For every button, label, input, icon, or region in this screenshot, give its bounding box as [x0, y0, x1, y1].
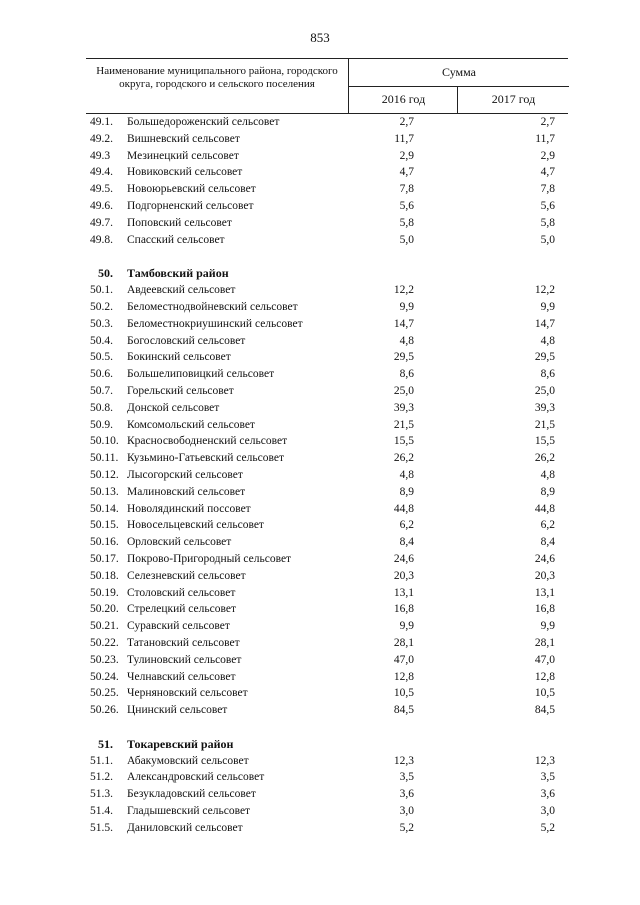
value-2017: 5,2: [540, 821, 555, 834]
settlement-name: Кузьмино-Гатьевский сельсовет: [127, 452, 284, 465]
table-row: [86, 316, 568, 333]
value-2016: 9,9: [399, 300, 414, 313]
settlement-name: Красносвободненский сельсовет: [127, 435, 288, 448]
value-2017: 29,5: [534, 351, 555, 364]
table-row: [86, 164, 568, 181]
value-2017: 3,5: [540, 771, 555, 784]
settlement-name: Абакумовский сельсовет: [127, 754, 249, 767]
value-2017: 8,6: [540, 368, 555, 381]
table-row: [86, 534, 568, 551]
row-number: 49.2.: [90, 132, 113, 145]
value-2017: 5,8: [540, 216, 555, 229]
row-number: 50.16.: [90, 536, 119, 549]
settlement-name: Новоюрьевский сельсовет: [127, 183, 256, 196]
value-2017: 14,7: [534, 317, 555, 330]
row-number: 51.5.: [90, 821, 113, 834]
row-number: 51.3.: [90, 788, 113, 801]
row-number: 50.20.: [90, 603, 119, 616]
table-row: [86, 232, 568, 249]
row-number: 51.1.: [90, 754, 113, 767]
table-row: [86, 417, 568, 434]
row-number: 50.26.: [90, 704, 119, 717]
settlement-name: Покрово-Пригородный сельсовет: [127, 552, 292, 565]
table-row: [86, 450, 568, 467]
table-row: [86, 685, 568, 702]
value-2016: 2,9: [399, 149, 414, 162]
settlement-name: Горельский сельсовет: [127, 384, 234, 397]
settlement-name: Новолядинский поссовет: [127, 502, 251, 515]
value-2017: 4,7: [540, 166, 555, 179]
district-number: 50.: [98, 266, 113, 281]
table-row: [86, 433, 568, 450]
value-2016: 4,8: [399, 334, 414, 347]
value-2017: 26,2: [534, 452, 555, 465]
value-2016: 2,7: [399, 116, 414, 128]
value-2016: 5,6: [399, 199, 414, 212]
row-number: 49.5.: [90, 183, 113, 196]
value-2016: 8,6: [399, 368, 414, 381]
value-2016: 12,8: [393, 670, 414, 683]
row-number: 50.7.: [90, 384, 113, 397]
value-2016: 26,2: [393, 452, 414, 465]
value-2016: 7,8: [399, 183, 414, 196]
settlement-name: Бокинский сельсовет: [127, 351, 231, 364]
table-row: [86, 501, 568, 518]
settlement-name: Богословский сельсовет: [127, 334, 246, 347]
value-2017: 47,0: [534, 653, 555, 666]
settlement-name: Новиковский сельсовет: [127, 166, 243, 179]
sum-column-header: Сумма: [348, 59, 569, 87]
value-2017: 3,6: [540, 788, 555, 801]
row-number: 50.13.: [90, 485, 119, 498]
settlement-name: Новосельцевский сельсовет: [127, 519, 264, 532]
settlement-name: Беломестнодвойневский сельсовет: [127, 300, 298, 313]
settlement-name: Тулиновский сельсовет: [127, 653, 242, 666]
table-header: [86, 58, 568, 114]
table-row: [86, 215, 568, 232]
value-2016: 15,5: [393, 435, 414, 448]
value-2016: 3,0: [399, 805, 414, 818]
value-2017: 6,2: [540, 519, 555, 532]
value-2017: 28,1: [534, 636, 555, 649]
settlement-name: Большедороженский сельсовет: [127, 116, 280, 128]
row-number: 50.25.: [90, 687, 119, 700]
table-row: [86, 820, 568, 837]
settlement-name: Авдеевский сельсовет: [127, 284, 236, 297]
table-row: [86, 702, 568, 719]
value-2017: 11,7: [535, 132, 555, 145]
value-2017: 12,8: [534, 670, 555, 683]
settlement-name: Даниловский сельсовет: [127, 821, 243, 834]
district-heading: [86, 736, 568, 753]
value-2017: 5,6: [540, 199, 555, 212]
table-row: [86, 383, 568, 400]
page-number: 853: [310, 30, 330, 45]
value-2017: 9,9: [540, 300, 555, 313]
row-number: 50.17.: [90, 552, 119, 565]
table-row: [86, 568, 568, 585]
row-number: 51.4.: [90, 805, 113, 818]
value-2016: 10,5: [393, 687, 414, 700]
value-2016: 39,3: [393, 401, 414, 414]
row-number: 50.18.: [90, 569, 119, 582]
row-number: 49.1.: [90, 116, 113, 128]
value-2016: 16,8: [393, 603, 414, 616]
settlement-name: Спасский сельсовет: [127, 233, 225, 246]
value-2017: 15,5: [534, 435, 555, 448]
table-row: [86, 400, 568, 417]
table-row: [86, 299, 568, 316]
table-row: [86, 635, 568, 652]
settlement-name: Донской сельсовет: [127, 401, 220, 414]
value-2016: 25,0: [393, 384, 414, 397]
value-2017: 2,9: [540, 149, 555, 162]
table-row: [86, 484, 568, 501]
settlement-name: Черняновский сельсовет: [127, 687, 248, 700]
value-2016: 3,5: [399, 771, 414, 784]
row-number: 50.22.: [90, 636, 119, 649]
value-2017: 16,8: [534, 603, 555, 616]
row-number: 51.2.: [90, 771, 113, 784]
table-row: [86, 601, 568, 618]
row-number: 50.23.: [90, 653, 119, 666]
value-2016: 5,8: [399, 216, 414, 229]
value-2017: 3,0: [540, 805, 555, 818]
row-number: 49.8.: [90, 233, 113, 246]
value-2016: 14,7: [393, 317, 414, 330]
year-2017-header: 2017 год: [457, 86, 569, 113]
value-2016: 8,9: [399, 485, 414, 498]
row-number: 50.5.: [90, 351, 113, 364]
district-number: 51.: [98, 736, 113, 751]
row-number: 50.9.: [90, 418, 113, 431]
settlement-name: Татановский сельсовет: [127, 636, 240, 649]
value-2016: 4,7: [399, 166, 414, 179]
value-2016: 24,6: [393, 552, 414, 565]
value-2017: 8,4: [540, 536, 555, 549]
settlement-name: Поповский сельсовет: [127, 216, 232, 229]
table-row: [86, 349, 568, 366]
table-row: [86, 769, 568, 786]
settlement-name: Мезинецкий сельсовет: [127, 149, 239, 162]
settlement-name: Цнинский сельсовет: [127, 704, 228, 717]
value-2016: 3,6: [399, 788, 414, 801]
row-number: 50.21.: [90, 620, 119, 633]
row-number: 49.3: [90, 149, 111, 162]
value-2017: 84,5: [534, 704, 555, 717]
district-name: Токаревский район: [127, 736, 234, 751]
value-2016: 21,5: [393, 418, 414, 431]
table-row: [86, 803, 568, 820]
value-2017: 9,9: [540, 620, 555, 633]
value-2016: 11,7: [394, 132, 414, 145]
table-row: [86, 652, 568, 669]
settlement-name: Беломестнокриушинский сельсовет: [127, 317, 303, 330]
settlement-name: Гладышевский сельсовет: [127, 805, 251, 818]
value-2016: 44,8: [393, 502, 414, 515]
group-spacer: [86, 719, 568, 736]
value-2016: 47,0: [393, 653, 414, 666]
row-number: 49.6.: [90, 199, 113, 212]
value-2016: 6,2: [399, 519, 414, 532]
value-2016: 5,2: [399, 821, 414, 834]
value-2016: 5,0: [399, 233, 414, 246]
row-number: 50.1.: [90, 284, 113, 297]
settlement-name: Стрелецкий сельсовет: [127, 603, 236, 616]
table-row: [86, 467, 568, 484]
table-row: [86, 148, 568, 165]
value-2017: 25,0: [534, 384, 555, 397]
settlement-name: Столовский сельсовет: [127, 586, 236, 599]
settlement-name: Безукладовский сельсовет: [127, 788, 256, 801]
value-2016: 29,5: [393, 351, 414, 364]
value-2016: 8,4: [399, 536, 414, 549]
table-row: [86, 753, 568, 770]
table-row: [86, 282, 568, 299]
value-2017: 13,1: [534, 586, 555, 599]
value-2016: 20,3: [393, 569, 414, 582]
settlement-name: Вишневский сельсовет: [127, 132, 240, 145]
group-spacer: [86, 248, 568, 265]
row-number: 50.8.: [90, 401, 113, 414]
settlement-name: Орловский сельсовет: [127, 536, 232, 549]
row-number: 50.19.: [90, 586, 119, 599]
value-2017: 10,5: [534, 687, 555, 700]
table-row: [86, 181, 568, 198]
table-row: [86, 366, 568, 383]
value-2017: 4,8: [540, 334, 555, 347]
settlement-name: Суравский сельсовет: [127, 620, 230, 633]
row-number: 50.3.: [90, 317, 113, 330]
row-number: 50.4.: [90, 334, 113, 347]
value-2017: 2,7: [540, 116, 555, 128]
table-row: [86, 333, 568, 350]
value-2016: 9,9: [399, 620, 414, 633]
settlement-name: Селезневский сельсовет: [127, 569, 246, 582]
table-row: [86, 131, 568, 148]
value-2017: 24,6: [534, 552, 555, 565]
district-heading: [86, 265, 568, 282]
value-2016: 12,2: [393, 284, 414, 297]
row-number: 50.11.: [90, 452, 119, 465]
value-2017: 8,9: [540, 485, 555, 498]
row-number: 50.14.: [90, 502, 119, 515]
settlement-name: Малиновский сельсовет: [127, 485, 246, 498]
settlement-name: Комсомольский сельсовет: [127, 418, 255, 431]
table-row: [86, 786, 568, 803]
value-2017: 4,8: [540, 468, 555, 481]
row-number: 50.10.: [90, 435, 119, 448]
row-number: 50.15.: [90, 519, 119, 532]
table-row: [86, 551, 568, 568]
table-row: [86, 669, 568, 686]
value-2016: 28,1: [393, 636, 414, 649]
settlement-name: Челнавский сельсовет: [127, 670, 236, 683]
value-2017: 5,0: [540, 233, 555, 246]
table-row: [86, 585, 568, 602]
table-row: [86, 618, 568, 635]
value-2017: 12,2: [534, 284, 555, 297]
table-body: [86, 114, 568, 837]
value-2017: 20,3: [534, 569, 555, 582]
settlement-name: Александровский сельсовет: [127, 771, 265, 784]
value-2016: 12,3: [393, 754, 414, 767]
row-number: 50.2.: [90, 300, 113, 313]
year-2016-header: 2016 год: [348, 86, 458, 113]
value-2016: 4,8: [399, 468, 414, 481]
value-2017: 44,8: [534, 502, 555, 515]
value-2016: 13,1: [393, 586, 414, 599]
row-number: 49.4.: [90, 166, 113, 179]
row-number: 50.6.: [90, 368, 113, 381]
name-column-header: Наименование муниципального района, городского округа, городского и сельского поселения: [96, 65, 338, 90]
value-2017: 12,3: [534, 754, 555, 767]
district-name: Тамбовский район: [127, 266, 229, 281]
row-number: 50.12.: [90, 468, 119, 481]
settlement-name: Подгорненский сельсовет: [127, 199, 254, 212]
row-number: 49.7.: [90, 216, 113, 229]
settlement-name: Большелиповицкий сельсовет: [127, 368, 275, 381]
table-row: [86, 198, 568, 215]
table-row: [86, 517, 568, 534]
budget-table: [86, 58, 568, 837]
value-2017: 7,8: [540, 183, 555, 196]
value-2017: 39,3: [534, 401, 555, 414]
table-row: [86, 114, 568, 131]
value-2016: 84,5: [393, 704, 414, 717]
settlement-name: Лысогорский сельсовет: [127, 468, 243, 481]
row-number: 50.24.: [90, 670, 119, 683]
value-2017: 21,5: [534, 418, 555, 431]
